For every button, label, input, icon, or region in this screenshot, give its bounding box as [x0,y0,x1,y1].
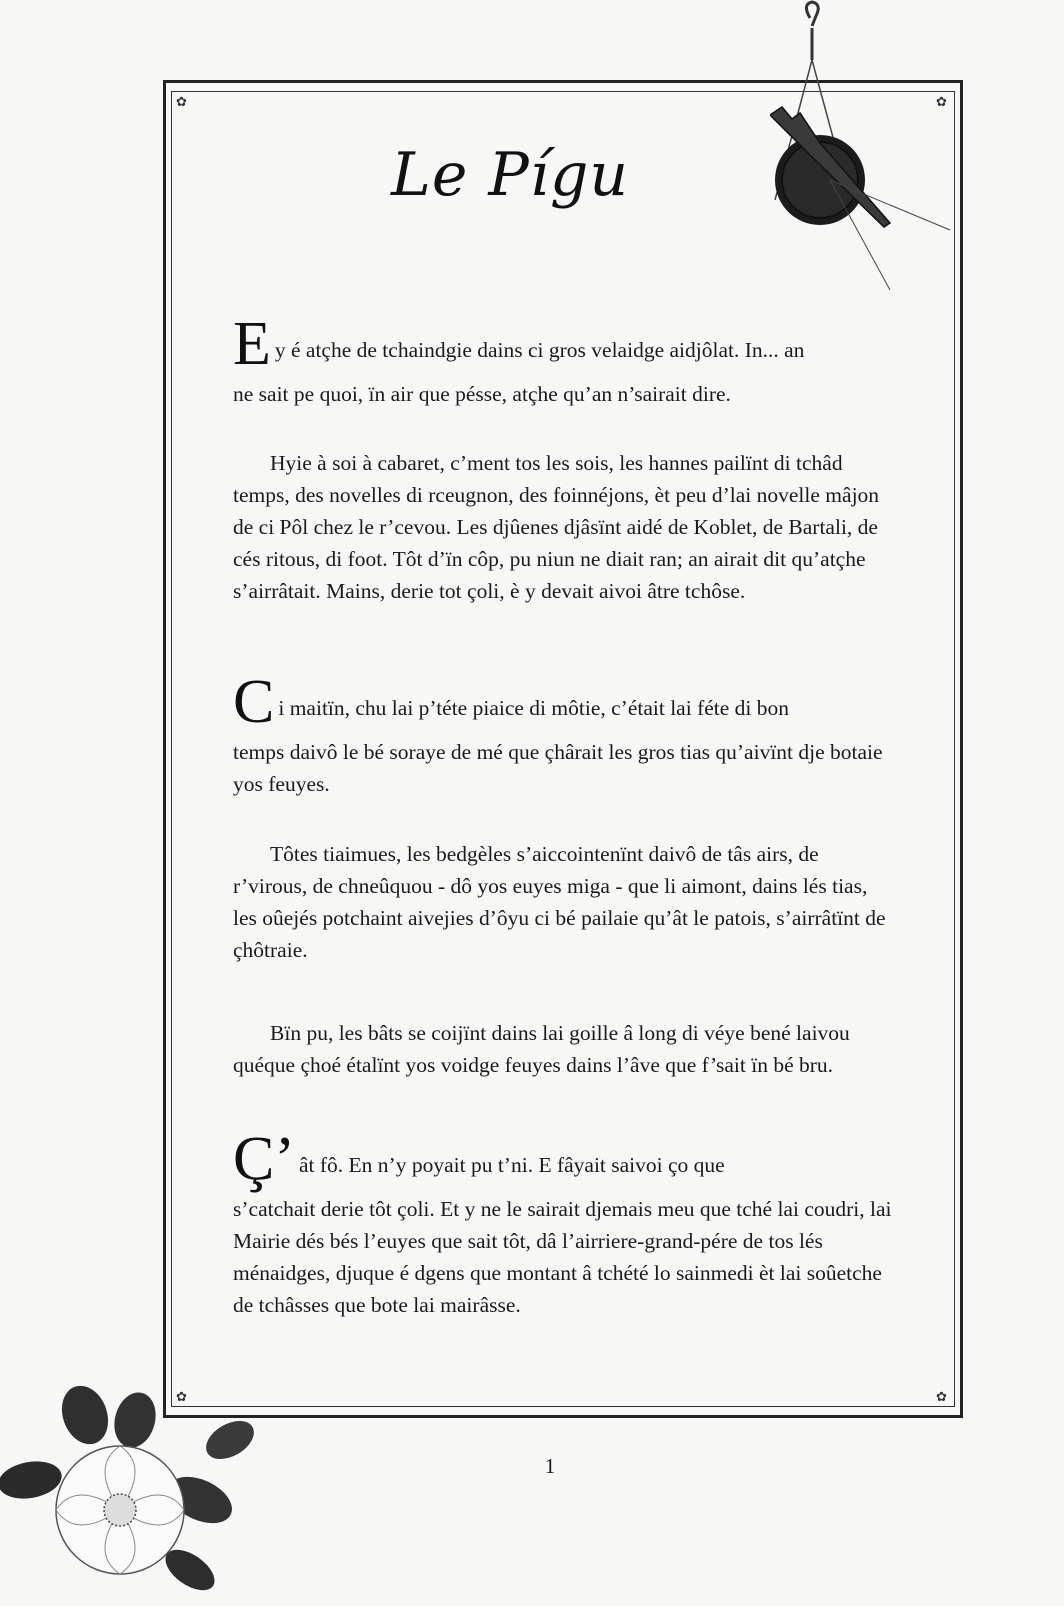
wild-rose-icon [0,1370,270,1606]
paragraph-4-text: Tôtes tiaimues, les bedgèles s’aiccointenïnt daivô de tâs airs, de r’virous, de chneûquou - dô yos euyes miga - que li aimont, dains lés tias, les oûejés potchaint aivejies d’ôyu ci bé pailaie qu’ât le patois, s’airrâtïnt de çhôtraie. [233,842,886,962]
paragraph-6-text: s’catchait derie tôt çoli. Et y ne le sairait djemais meu que tché lai coudri, lai Mairie dés bés l’euyes que sait tôt, dâ l’airriere-grand-pére de tos lés ménaidges, djuque é dgens que montant â tchété lo sainmedi èt lai soûetche de tchâsses que bote lai mairâsse. [233,1197,892,1317]
drop-cap: E [233,310,271,378]
paragraph-2-text: Hyie à soi à cabaret, c’ment tos les sois, les hannes pailïnt di tchâd temps, des novelles di rceugnon, des foinnéjons, èt peu d’lai novelle mâjon de ci Pôl chez le r’cevou. Les djûenes djâsïnt aidé de Koblet, de Bartali, de cés ritous, di foot. Tôt d’ïn côp, pu niun ne diait ran; an airait dit qu’atçhe s’airrâtait. Mains, derie tot çoli, è y devait aivoi âtre tchôse. [233,451,880,603]
paragraph-2 [233,447,893,607]
paragraph-6 [233,1125,893,1321]
paragraph-1-first-line: y é atçhe de tchaindgie dains ci gros velaidge aidjôlat. In... an [274,338,805,362]
corner-ornament-icon: ✿ [176,1389,187,1404]
corner-ornament-icon: ✿ [936,94,947,109]
corner-ornament-icon: ✿ [936,1389,947,1404]
paragraph-3-text: temps daivô le bé soraye de mé que çhârait les gros tias qu’aivïnt dje botaie yos feuyes. [233,740,883,796]
corner-ornament-icon: ✿ [176,94,187,109]
drop-cap: C [233,668,275,736]
paragraph-3-first-line: i maitïn, chu lai p’téte piaice di môtie, c’était lai féte di bon [278,696,790,720]
paragraph-5 [233,1017,893,1081]
paragraph-1-text: ne sait pe quoi, ïn air que pésse, atçhe qu’an n’sairait dire. [233,382,731,406]
paragraph-3 [233,668,893,800]
paragraph-1 [233,310,893,410]
paragraph-6-first-line: ât fô. En n’y poyait pu t’ni. E fâyait saivoi ço que [299,1153,725,1177]
paragraph-4 [233,838,893,966]
page-number: 1 [544,1454,556,1478]
drop-cap: Ç’ [233,1125,295,1193]
page-title: Le Pígu [390,140,630,210]
paragraph-5-text: Bïn pu, les bâts se coijïnt dains lai goille â long di véye bené laivou quéque çhoé étalïnt yos voidge feuyes dains l’âve que f’sait ïn bé bru. [233,1021,850,1077]
